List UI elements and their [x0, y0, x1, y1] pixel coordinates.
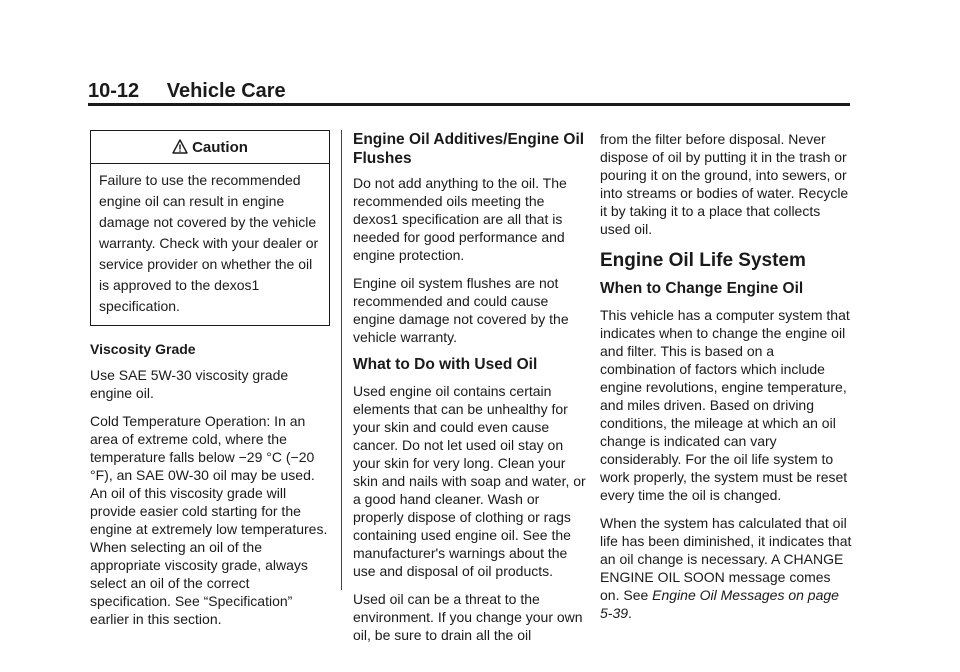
cold-temperature-paragraph: Cold Temperature Operation: In an area of extreme cold, where the temperature falls below −29 °C (−20 °F), an SAE 0W-30 oil may be used. An oil of this viscosity grade will provide easier cold starting for the engine at extremely low temperatures. When selecting an oil of the appropriate viscosity grade, always select an oil of the correct specification. See “Specification” earlier in this section. — [90, 413, 328, 627]
column-3 — [600, 130, 852, 632]
change-message-paragraph — [600, 514, 852, 622]
caution-title: Caution — [192, 139, 248, 156]
warning-icon — [172, 139, 188, 155]
change-message-text: When the system has calculated that oil life has been diminished, it indicates that an oil change is necessary. A CHANGE ENGINE OIL SOON message comes on. See — [600, 515, 852, 603]
viscosity-paragraph: Use SAE 5W-30 viscosity grade engine oil. — [90, 367, 289, 401]
oil-messages-reference-link[interactable]: Engine Oil Messages on page 5-39 — [600, 587, 839, 621]
environment-paragraph: Used oil can be a threat to the environment. If you change your own oil, be sure to drain all the oil — [353, 591, 583, 643]
column-divider-1 — [341, 130, 342, 590]
viscosity-heading: Viscosity Grade — [90, 341, 196, 357]
used-oil-paragraph: Used engine oil contains certain elements that can be unhealthy for your skin and could even cause cancer. Do not let used oil stay on your skin for very long. Clean your skin and nails with soap and water, or a good hand cleaner. Wash or properly dispose of clothing or rags containing used engine oil. See the manufacturer's warnings about the use and disposal of oil products. — [353, 383, 586, 579]
caution-box — [90, 130, 330, 326]
additives-heading: Engine Oil Additives/Engine Oil Flushes — [353, 131, 585, 167]
used-oil-heading: What to Do with Used Oil — [353, 356, 538, 373]
when-to-change-heading: When to Change Engine Oil — [600, 280, 804, 297]
header-rule — [88, 103, 850, 106]
oil-life-heading: Engine Oil Life System — [600, 250, 806, 271]
page-header — [88, 80, 286, 103]
caution-header — [91, 131, 329, 164]
oil-life-paragraph: This vehicle has a computer system that indicates when to change the engine oil and filter. This is based on a combination of factors which include engine revolutions, engine temperature, and miles driven. Based on driving conditions, the mileage at which an oil change is indicated can vary considerably. For the oil life system to work properly, the system must be reset every time the oil is changed. — [600, 307, 850, 503]
column-2 — [353, 130, 588, 654]
column-1 — [90, 130, 330, 638]
page-number: 10-12 — [88, 80, 140, 102]
caution-text: Failure to use the recommended engine oil can result in engine damage not covered by the vehicle warranty. Check with your dealer or service provider on whether the oil is approved to the dexos1 specification. — [99, 172, 319, 314]
section-title: Vehicle Care — [166, 80, 286, 102]
disposal-paragraph: from the filter before disposal. Never dispose of oil by putting it in the trash or pouring it on the ground, into sewers, or into streams or bodies of water. Recycle it by taking it to a place that collects used oil. — [600, 131, 849, 237]
additives-paragraph: Do not add anything to the oil. The recommended oils meeting the dexos1 specification are all that is needed for good performance and engine protection. — [353, 175, 567, 263]
flushes-paragraph: Engine oil system flushes are not recommended and could cause engine damage not covered by the vehicle warranty. — [353, 275, 569, 345]
reference-period: . — [628, 605, 632, 621]
